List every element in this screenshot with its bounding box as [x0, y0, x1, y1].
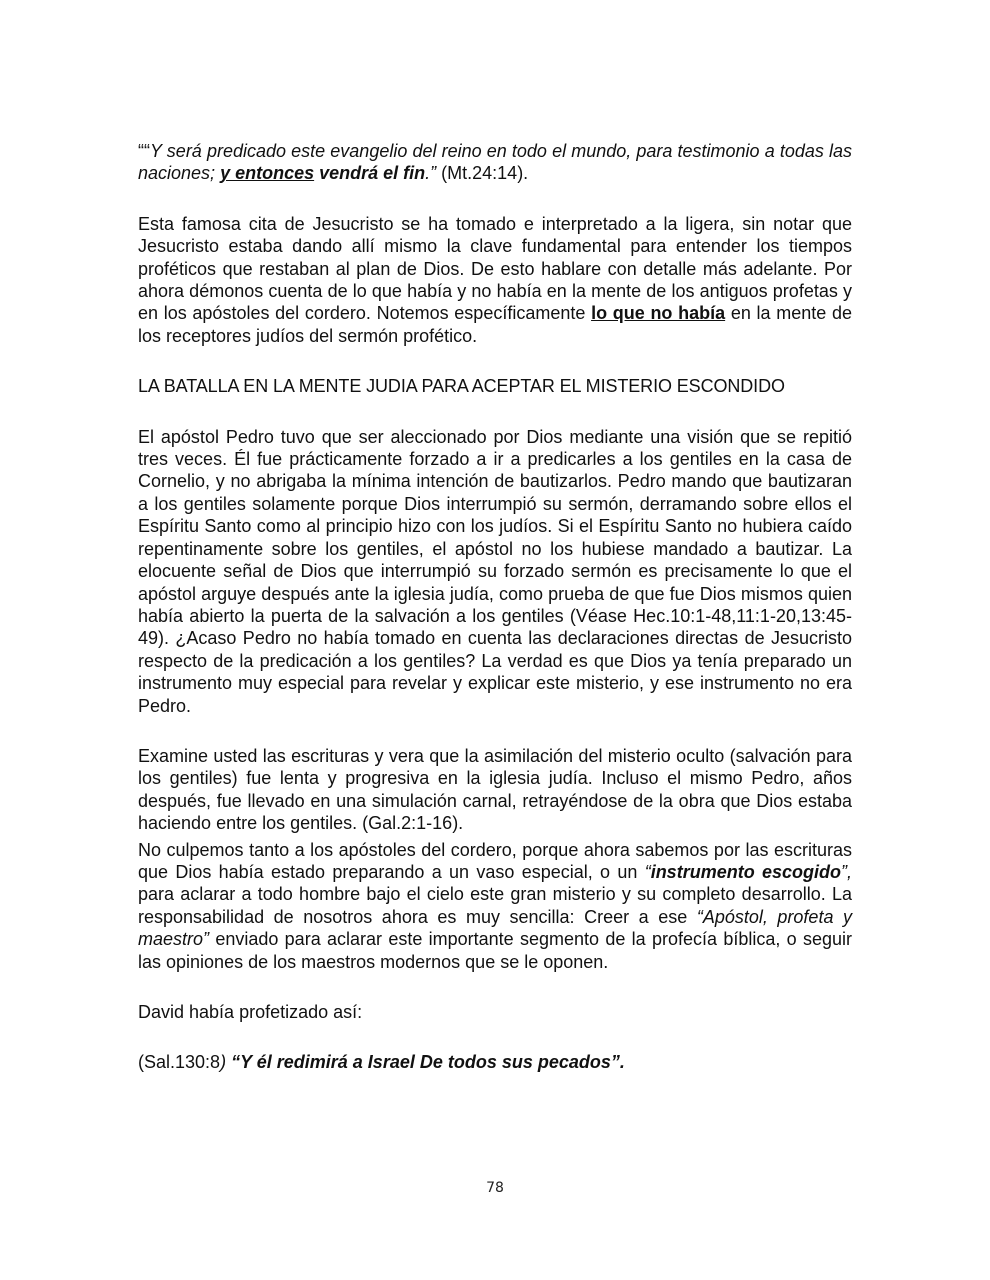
page-number: 78 [486, 1180, 504, 1196]
paragraph-1-text: Esta famosa cita de Jesucristo se ha tomado e interpretado a la ligera, sin notar que Jesucristo estaba dando allí mismo la clave fundamental para entender los tiempos proféticos que restaban al plan de Dios. De esto hablare con detalle más adelante. Por ahora démonos cuenta de lo que había y no había en la mente de los antiguos profetas y en los apóstoles del cordero. Notemos específicamente [138, 213, 852, 324]
paragraph-4-text-3: enviado para aclarar este importante segmento de la profecía bíblica, o seguir las opiniones de los maestros modernos que se le oponen. [138, 929, 852, 972]
paragraph-1 [138, 213, 852, 347]
paragraph-4-text-1: No culpemos tanto a los apóstoles del cordero, porque ahora sabemos por las escrituras que Dios había estado preparando a un vaso especial, o un [138, 839, 852, 882]
quote-reference: (Mt.24:14). [436, 163, 529, 184]
paragraph-5: David había profetizado así: [138, 1002, 363, 1022]
quote-emphasis-bold: vendrá el fin [319, 163, 426, 184]
paragraph-4-emphasis-italic: “Apóstol, profeta y maestro” [138, 906, 853, 950]
closing-quote-text: “Y él redimirá a Israel De todos sus pecados”. [226, 1052, 625, 1073]
paragraph-4 [138, 839, 852, 973]
quote-text: Y será predicado este evangelio del reino en todo el mundo, para testimonio a todas las naciones; [138, 141, 852, 184]
paragraph-1-tail: en la mente de los receptores judíos del sermón profético. [138, 303, 852, 346]
paragraph-4-emphasis-bold: instrumento escogido [650, 861, 842, 882]
paragraph-2: El apóstol Pedro tuvo que ser aleccionado por Dios mediante una visión que se repitió tres veces. Él fue prácticamente forzado a ir a predicarles a los gentiles en la casa de Cornelio, y no abrigaba la mínima intención de bautizarlos. Pedro mando que bautizaran a los gentiles solamente porque Dios interrumpió su sermón, derramando sobre ellos el Espíritu Santo como al principio hizo con los judíos. Si el Espíritu Santo no hubiera caído repentinamente sobre los gentiles, el apóstol no los hubiese mandado a bautizar. La elocuente señal de Dios que interrumpió su forzado sermón es precisamente lo que el apóstol arguye después ante la iglesia judía, como prueba de que fue Dios mismos quien había abierto la puerta de la salvación a los gentiles (Véase Hec.10:1-48,11:1-20,13:45-49). ¿Acaso Pedro no había tomado en cuenta las declaraciones directas de Jesucristo respecto de la predicación a los gentiles? La verdad es que Dios ya tenía preparado un instrumento muy especial para revelar y explicar este misterio, y ese instrumento no era Pedro. [138, 426, 852, 716]
quote-emphasis-underlined: y entonces [220, 163, 315, 184]
closing-quote-paren: ) [220, 1052, 227, 1073]
quote-close: .” [425, 163, 437, 184]
paragraph-4-text-2: para aclarar a todo hombre bajo el cielo este gran misterio y su completo desarrollo. La responsabilidad de nosotros ahora es muy sencilla: Creer a ese [138, 884, 852, 927]
opening-quote [138, 140, 852, 185]
section-heading: LA BATALLA EN LA MENTE JUDIA PARA ACEPTAR EL MISTERIO ESCONDIDO [138, 376, 785, 397]
closing-quote [138, 1051, 852, 1073]
paragraph-4-quote-close: ”, [841, 861, 853, 882]
closing-quote-ref: (Sal.130:8 [138, 1052, 221, 1073]
paragraph-4-quote-open: “ [644, 861, 651, 882]
paragraph-1-emphasis: lo que no había [591, 303, 726, 324]
paragraph-3: Examine usted las escrituras y vera que la asimilación del misterio oculto (salvación para los gentiles) fue lenta y progresiva en la iglesia judía. Incluso el mismo Pedro, años después, fue llevado en una simulación carnal, retrayéndose de la obra que Dios estaba haciendo entre los gentiles. (Gal.2:1-16). [138, 745, 852, 834]
quote-open-marks: ““ [138, 141, 150, 161]
page-content [138, 140, 852, 1074]
